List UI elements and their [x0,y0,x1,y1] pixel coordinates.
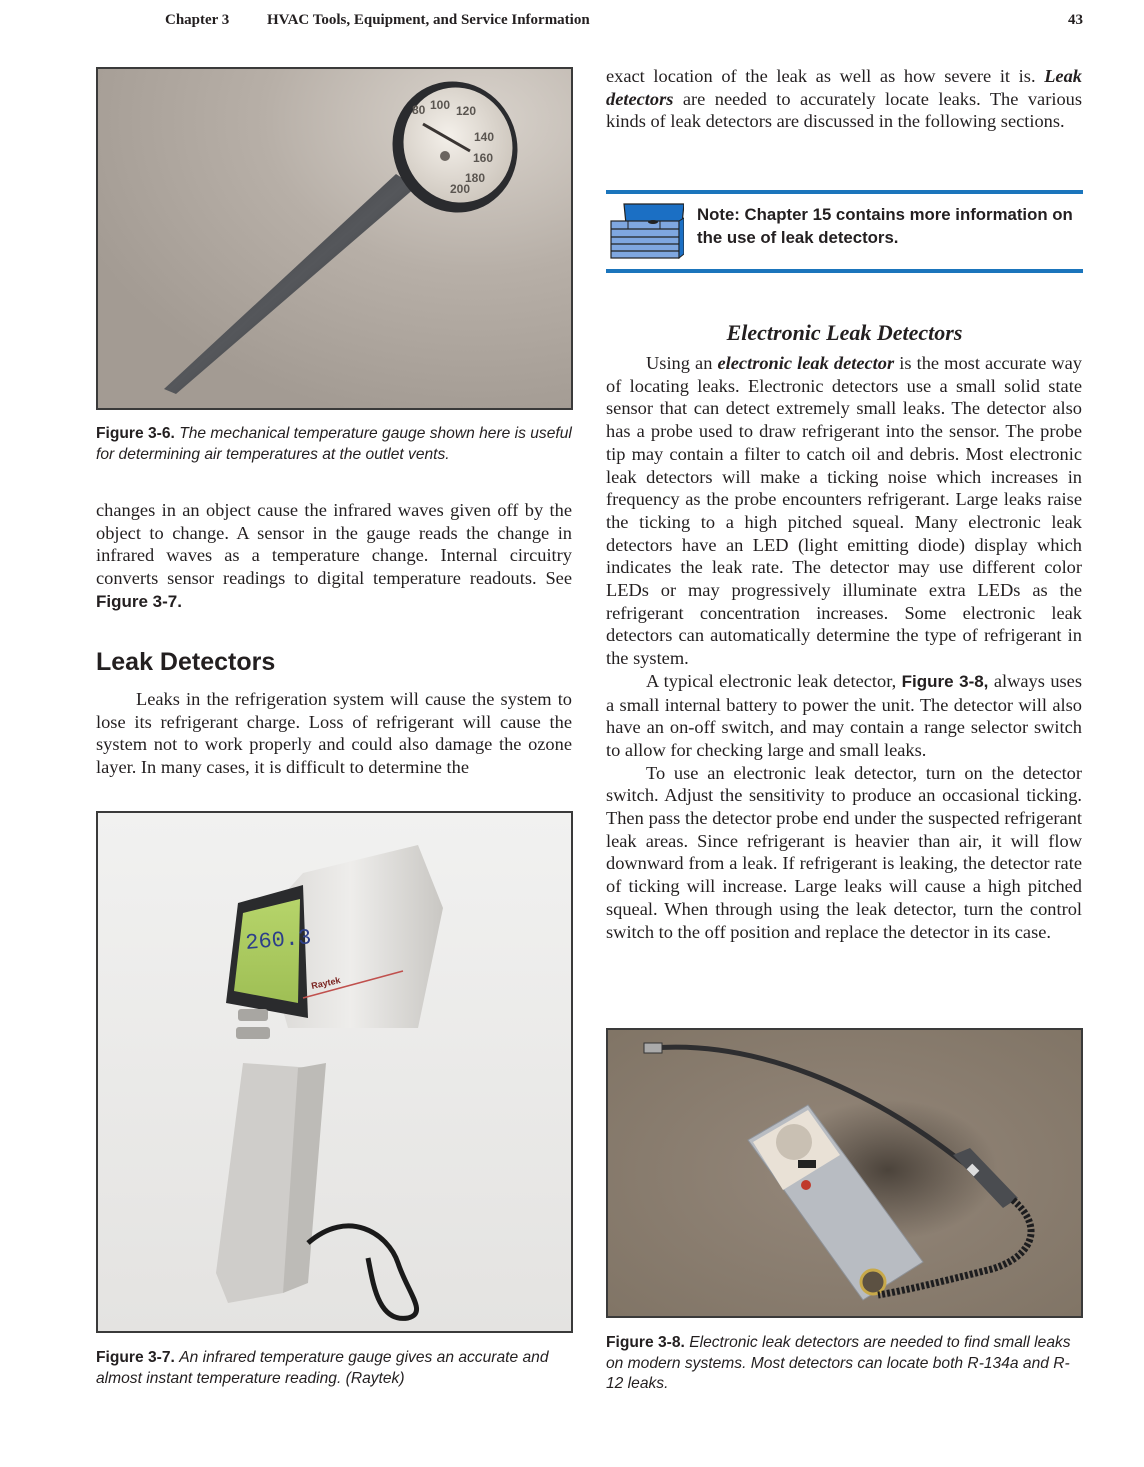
note-box [606,190,1083,274]
lcd-reading: 260.3 [244,925,313,956]
figure-3-6-photo [96,67,573,410]
paragraph-continued [606,65,1082,133]
figure-3-8-photo [606,1028,1083,1318]
thermometer-illustration [98,69,571,408]
body-paragraph [606,670,1082,762]
paragraph-text: is the most accurate way of locating leaks. Electronic detectors use a small solid state sensor that can detect extremely small leaks. The detector also has a probe used to draw refrigerant into the sensor. The probe tip may contain a filter to catch oil and debris. Most electronic leak detectors will make a ticking noise which increases in frequency as the probe encounters refrigerant. Large leaks raise the ticking to a high pitched squeal. Many electronic leak detectors have an LED (light emitting diode) display which indicates the leak rate. The detector may use different color LEDs or may progressively illuminate extra LEDs as the refrigerant concentration increases. Some electronic leak detectors can automatically determine the type of refrigerant in the system. [606,353,1082,669]
caption-label: Figure 3-7. [96,1349,175,1366]
paragraph-leaks [96,688,572,779]
dial-number: 140 [474,130,495,144]
figure-3-8-caption [606,1333,1083,1395]
paragraph-text: A typical electronic leak detector, [646,670,902,691]
figure-reference: Figure 3-7. [96,591,182,611]
note-top-rule [606,190,1083,194]
paragraph-text: always uses a small internal battery to power the unit. The detector will also have an on-off switch, and may contain a range selector switch to allow for checking large and small leaks. [606,670,1083,760]
body-paragraph [96,499,572,614]
dial-number: 80 [412,103,426,117]
body-paragraph [606,65,1082,133]
dial-number: 120 [456,104,477,118]
chapter-label: Chapter 3 [165,12,230,28]
figure-3-6-caption [96,424,573,465]
electronic-leak-detector-illustration [608,1030,1081,1316]
infrared-gauge-illustration [98,813,571,1331]
caption-label: Figure 3-6. [96,425,175,442]
caption-label: Figure 3-8. [606,1334,685,1351]
caption-text: An infrared temperature gauge gives an accurate and almost instant temperature reading. (Raytek) [96,1349,549,1387]
paragraph-text: are needed to accurately locate leaks. The various kinds of leak detectors are discussed in the following sections. [606,88,1082,132]
figure-3-7-caption [96,1348,573,1389]
dial-number: 180 [465,171,486,185]
page-number: 43 [1068,12,1083,28]
dial-number: 160 [473,151,494,165]
dial-number: 200 [450,182,471,196]
paragraph-infrared [96,499,572,614]
subsection-heading-electronic-leak-detectors: Electronic Leak Detectors [726,320,963,345]
paragraph-text: exact location of the leak as well as how severe it is. [606,66,1045,86]
note-text: Note: Chapter 15 contains more information on the use of leak detectors. [697,205,1073,247]
caption-text: Electronic leak detectors are needed to find small leaks on modern systems. Most detectors can locate both R-134a and R-12 leaks. [606,1334,1071,1392]
key-term: electronic leak detector [717,353,895,373]
paragraph-text: Using an [646,353,718,373]
body-paragraph [606,352,1082,670]
running-head [165,12,1083,34]
electronic-leak-detectors-body [606,352,1082,943]
paragraph-text: changes in an object cause the infrared waves given off by the object to change. A sensor in the gauge reads the change in infrared waves as a temperature change. Internal circuitry converts sensor readings to digital temperature readouts. See [96,500,572,589]
figure-reference: Figure 3-8, [901,671,989,691]
brand-logo: Raytek [310,975,342,991]
body-paragraph: Leaks in the refrigeration system will cause the system to lose its refrigerant charge. Loss of refrigerant will cause the system not to work properly and could also damage the ozone layer. In many cases, it is difficult to determine the [96,689,572,778]
section-heading-leak-detectors: Leak Detectors [96,648,276,676]
caption-text: The mechanical temperature gauge shown here is useful for determining air temperatures at the outlet vents. [96,425,572,463]
chapter-title: HVAC Tools, Equipment, and Service Information [267,12,590,28]
key-term: Leak detectors [606,66,1082,109]
body-paragraph: To use an electronic leak detector, turn on the detector switch. Adjust the sensitivity to produce an occasional ticking. Then pass the detector probe end under the suspected refrigerant leak areas. Since refrigerant is heavier than air, it will flow downward from a leak. If refrigerant is leaking, the detector rate of ticking will increase. Large leaks will cause a high pitched squeal. When through using the leak detector, turn the control switch to the off position and replace the detector in its case. [606,762,1082,942]
toolbox-icon [608,202,684,260]
figure-3-7-photo [96,811,573,1333]
note-bottom-rule [606,269,1083,273]
dial-number: 100 [430,98,451,112]
